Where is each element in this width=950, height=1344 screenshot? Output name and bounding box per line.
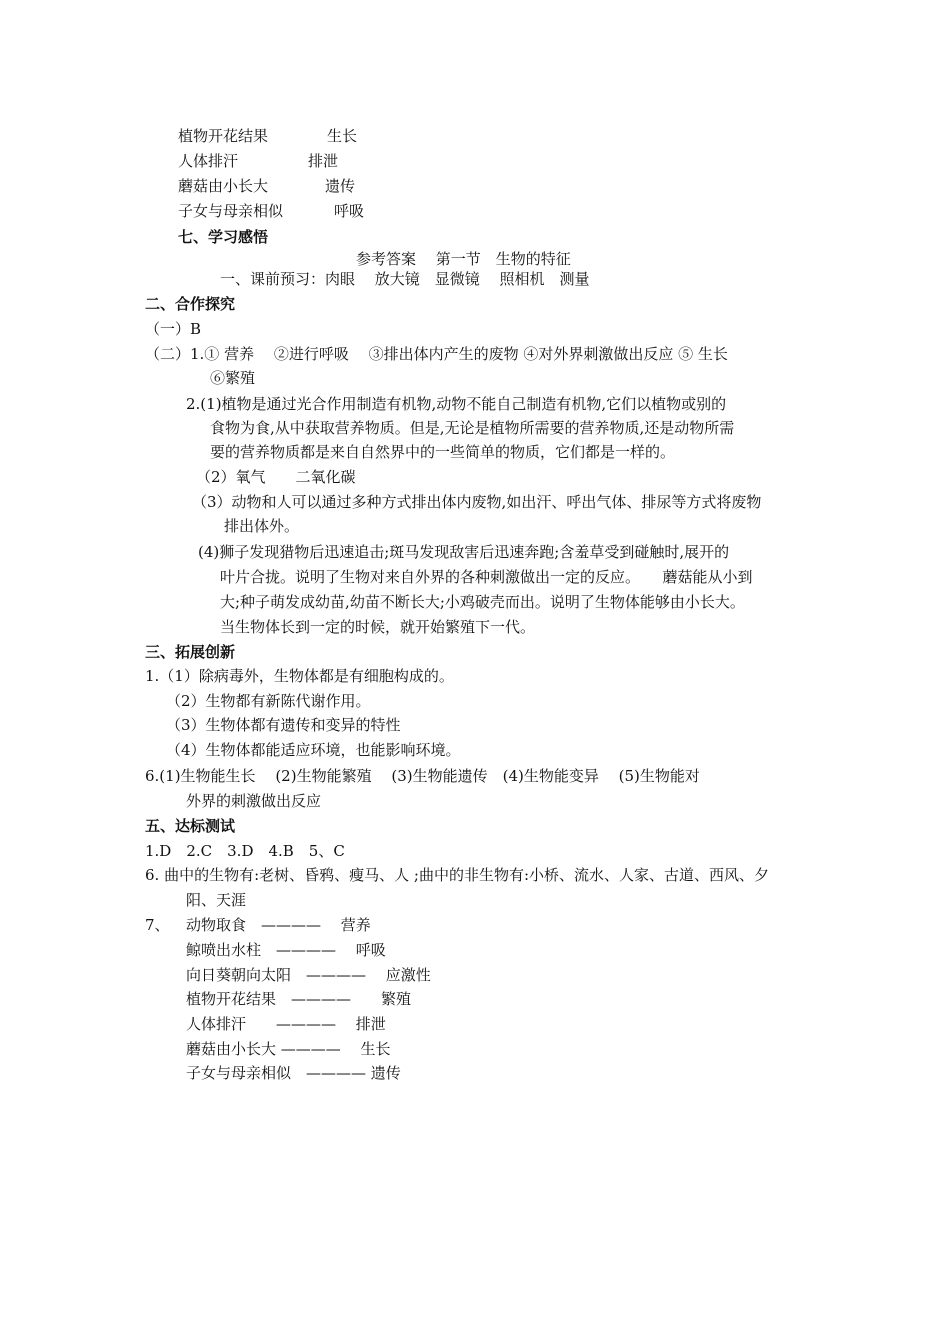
section3-heading: 三、拓展创新 bbox=[145, 643, 236, 661]
q7-pair-6: 蘑菇由小长大 ———— 生长 bbox=[186, 1040, 391, 1058]
q2-4-line1: (4)狮子发现猎物后迅速追击;斑马发现敌害后迅速奔跑;含羞草受到碰触时,展开的 bbox=[198, 543, 730, 561]
section3-q6-line2: 外界的刺激做出反应 bbox=[186, 792, 322, 810]
q7-pair-2: 鲸喷出水柱 ———— 呼吸 bbox=[186, 941, 386, 959]
match-left-1: 植物开花结果 bbox=[178, 127, 269, 145]
q2-1-line1: 2.(1)植物是通过光合作用制造有机物,动物不能自己制造有机物,它们以植物或别的 bbox=[186, 395, 727, 413]
section2-part2-line1: （二）1.① 营养 ②进行呼吸 ③排出体内产生的废物 ④对外界刺激做出反应 ⑤ 生长 bbox=[145, 345, 728, 363]
answers-title: 参考答案 第一节 生物的特征 bbox=[356, 250, 571, 268]
reflection-heading: 七、学习感悟 bbox=[178, 228, 269, 246]
q2-4-line4: 当生物体长到一定的时候，就开始繁殖下一代。 bbox=[220, 618, 536, 636]
match-left-2: 人体排汗 bbox=[178, 152, 239, 170]
section5-q6-line1: 6. 曲中的生物有:老树、昏鸦、瘦马、人 ;曲中的非生物有:小桥、流水、人家、古道、西风、夕 bbox=[145, 866, 770, 884]
match-right-2: 排泄 bbox=[308, 152, 339, 170]
match-left-3: 蘑菇由小长大 bbox=[178, 177, 269, 195]
q2-1-line2: 食物为食,从中获取营养物质。但是,无论是植物所需要的营养物质,还是动物所需 bbox=[210, 419, 735, 437]
section3-q6-line1: 6.(1)生物能生长 (2)生物能繁殖 (3)生物能遗传 (4)生物能变异 (5)生物能对 bbox=[145, 767, 700, 785]
section3-item-3: （3）生物体都有遗传和变异的特性 bbox=[166, 716, 401, 734]
match-right-3: 遗传 bbox=[325, 177, 356, 195]
q2-4-line3: 大;种子萌发成幼苗,幼苗不断长大;小鸡破壳而出。说明了生物体能够由小长大。 bbox=[220, 593, 745, 611]
section5-q6-line2: 阳、天涯 bbox=[186, 891, 247, 909]
section3-item-4: （4）生物体都能适应环境，也能影响环境。 bbox=[166, 741, 461, 759]
section2-heading: 二、合作探究 bbox=[145, 295, 236, 313]
q2-3-line1: （3）动物和人可以通过多种方式排出体内废物,如出汗、呼出气体、排尿等方式将废物 bbox=[192, 493, 762, 511]
section2-part1: （一）B bbox=[145, 320, 202, 338]
section5-q1-5: 1.D 2.C 3.D 4.B 5、C bbox=[145, 842, 345, 860]
q2-4-line2: 叶片合拢。说明了生物对来自外界的各种刺激做出一定的反应。 蘑菇能从小到 bbox=[220, 568, 753, 586]
q7-pair-1: 动物取食 ———— 营养 bbox=[186, 916, 371, 934]
match-left-4: 子女与母亲相似 bbox=[178, 202, 284, 220]
match-right-1: 生长 bbox=[327, 127, 358, 145]
q7-pair-5: 人体排汗 ———— 排泄 bbox=[186, 1015, 386, 1033]
section5-heading: 五、达标测试 bbox=[145, 817, 236, 835]
section3-item-2: （2）生物都有新陈代谢作用。 bbox=[166, 692, 371, 710]
match-right-4: 呼吸 bbox=[334, 202, 365, 220]
section2-part2-line2: ⑥繁殖 bbox=[210, 369, 256, 387]
q7-pair-7: 子女与母亲相似 ———— 遗传 bbox=[186, 1064, 401, 1082]
q2-3-line2: 排出体外。 bbox=[224, 517, 300, 535]
q2-2: （2）氧气 二氧化碳 bbox=[196, 468, 356, 486]
q2-1-line3: 要的营养物质都是来自自然界中的一些简单的物质，它们都是一样的。 bbox=[210, 443, 676, 461]
section5-q7-number: 7、 bbox=[145, 916, 170, 934]
q7-pair-3: 向日葵朝向太阳 ———— 应激性 bbox=[186, 966, 431, 984]
section3-item-1: 1.（1）除病毒外，生物体都是有细胞构成的。 bbox=[145, 667, 454, 685]
q7-pair-4: 植物开花结果 ———— 繁殖 bbox=[186, 990, 412, 1008]
preview-line: 一、课前预习：肉眼 放大镜 显微镜 照相机 测量 bbox=[220, 270, 590, 288]
